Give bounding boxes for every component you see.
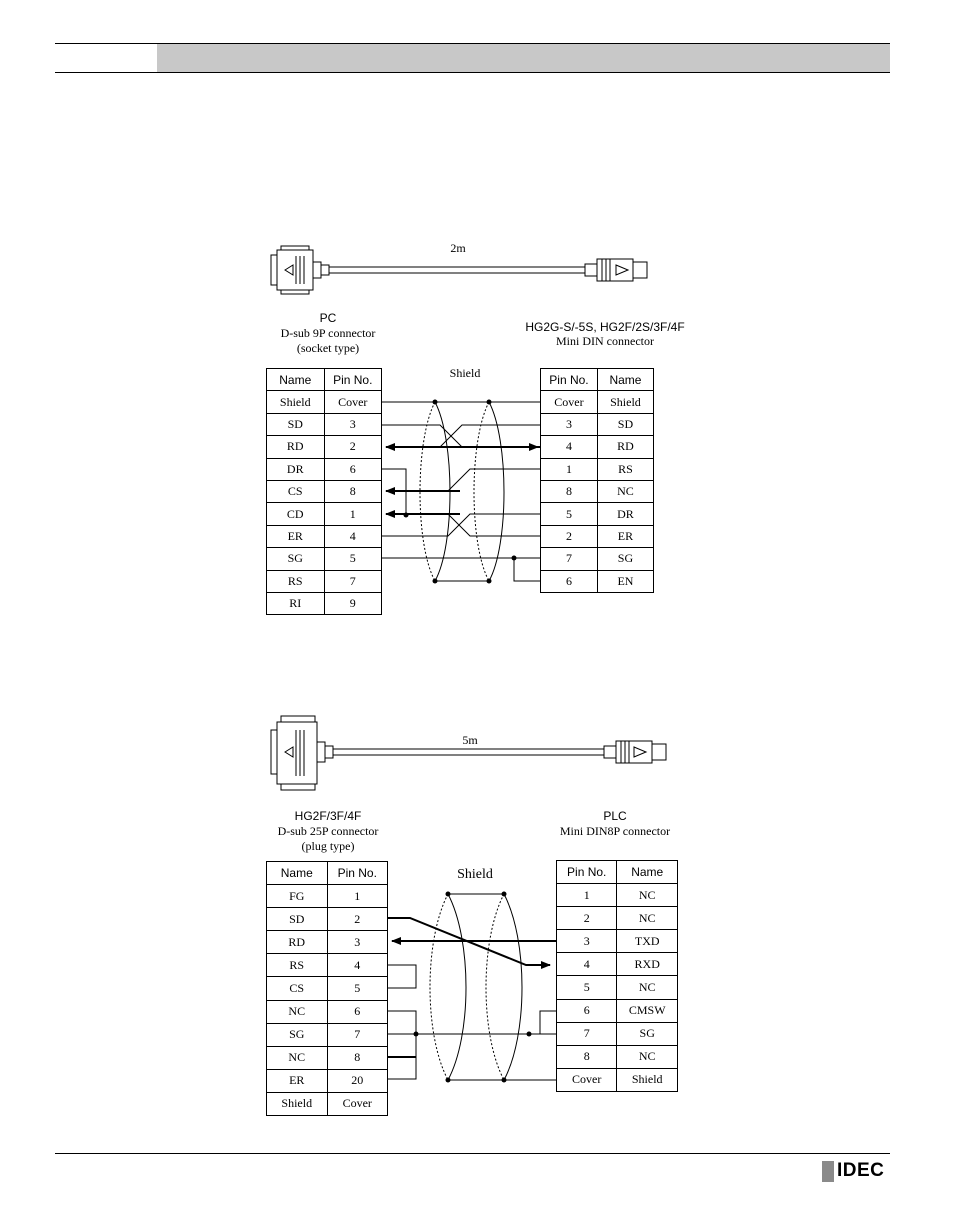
plc-pin-row: [557, 953, 678, 976]
pc-pin-cell: 5: [324, 548, 381, 570]
plc-pin-cell: 7: [557, 1022, 617, 1045]
pc-pin-table: [266, 368, 382, 615]
hg-pin-cell: 8: [541, 480, 598, 502]
hg-pin-cell: 3: [541, 413, 598, 435]
hg2f-pin-header-row: [267, 862, 388, 885]
hg2f-pin-row: [267, 885, 388, 908]
pc-pin-cell: RI: [267, 592, 325, 614]
pc-pin-row: [267, 525, 382, 547]
diagram2-wires: [388, 965, 556, 1080]
hg2f-pin-row: [267, 1069, 388, 1092]
hg2f-pin-table: [266, 861, 388, 1116]
hg2f-pin-cell: Shield: [267, 1092, 328, 1115]
hg-pin-cell: SD: [597, 413, 653, 435]
hg2f-pin-cell: 7: [327, 1023, 387, 1046]
hg2f-pin-cell: 3: [327, 931, 387, 954]
diagram2-arrows: [388, 918, 556, 965]
hg-pin-cell: Shield: [597, 391, 653, 413]
hg2f-pin-cell: Name: [267, 862, 328, 885]
pc-pin-cell: 2: [324, 436, 381, 458]
plc-title: PLC: [603, 809, 627, 823]
hg2f-pin-cell: 4: [327, 954, 387, 977]
plc-pin-row: [557, 884, 678, 907]
hg-pin-header-row: [541, 369, 654, 391]
pc-pin-cell: Shield: [267, 391, 325, 413]
hg2f-title: HG2F/3F/4F: [294, 809, 362, 823]
hg2f-pin-row: [267, 1046, 388, 1069]
hg-pin-cell: RD: [597, 436, 653, 458]
hg2f-pin-row: [267, 931, 388, 954]
hg2f-pin-row: [267, 1000, 388, 1023]
pc-pin-row: [267, 503, 382, 525]
plc-pin-cell: CMSW: [617, 999, 678, 1022]
pc-pin-cell: Name: [267, 369, 325, 391]
diagram1-arrows: [386, 447, 540, 514]
hg-pin-cell: NC: [597, 480, 653, 502]
hg2f-pin-cell: ER: [267, 1069, 328, 1092]
plc-pin-cell: 5: [557, 976, 617, 999]
diagram2-shield-ellipses: [430, 894, 522, 1080]
pc-pin-row: [267, 413, 382, 435]
hg2f-pin-cell: Cover: [327, 1092, 387, 1115]
pc-pin-cell: 1: [324, 503, 381, 525]
pc-pin-cell: ER: [267, 525, 325, 547]
pc-pin-cell: Cover: [324, 391, 381, 413]
plc-pin-row: [557, 976, 678, 999]
hg2f-pin-cell: RS: [267, 954, 328, 977]
pc-pin-cell: CS: [267, 480, 325, 502]
hg-pin-cell: 6: [541, 570, 598, 592]
hg-pin-cell: SG: [597, 548, 653, 570]
plc-pin-cell: 1: [557, 884, 617, 907]
pc-pin-cell: CD: [267, 503, 325, 525]
pc-pin-cell: SD: [267, 413, 325, 435]
plc-pin-row: [557, 930, 678, 953]
plc-pin-cell: TXD: [617, 930, 678, 953]
hg-pin-cell: 5: [541, 503, 598, 525]
plc-pin-row: [557, 907, 678, 930]
pc-pin-cell: Pin No.: [324, 369, 381, 391]
hg-pin-cell: ER: [597, 525, 653, 547]
hg2f-pin-row: [267, 1092, 388, 1115]
hg-pin-row: [541, 436, 654, 458]
pc-connector-label: D-sub 9P connector: [280, 326, 376, 340]
hg2f-pin-cell: NC: [267, 1046, 328, 1069]
shield-label-1: Shield: [449, 366, 481, 380]
hg-pin-cell: 4: [541, 436, 598, 458]
hg-pin-cell: RS: [597, 458, 653, 480]
hg2f-pin-cell: NC: [267, 1000, 328, 1023]
hg2f-pin-cell: 20: [327, 1069, 387, 1092]
plc-pin-cell: SG: [617, 1022, 678, 1045]
mini-din8p-label: Mini DIN8P connector: [559, 824, 671, 838]
dsub25-connector-type: (plug type): [301, 839, 355, 853]
pc-connector-type: (socket type): [296, 341, 360, 355]
plc-pin-cell: Name: [617, 861, 678, 884]
plc-pin-cell: NC: [617, 976, 678, 999]
pc-pin-header-row: [267, 369, 382, 391]
cable-length-5m: 5m: [462, 733, 478, 747]
hg2f-pin-cell: FG: [267, 885, 328, 908]
hg-pin-cell: EN: [597, 570, 653, 592]
mini-din-connector-icon: [585, 259, 647, 281]
plc-pin-cell: Shield: [617, 1068, 678, 1091]
hg-pin-row: [541, 458, 654, 480]
plc-pin-cell: NC: [617, 907, 678, 930]
hg-pin-row: [541, 391, 654, 413]
plc-pin-cell: 6: [557, 999, 617, 1022]
plc-pin-header-row: [557, 861, 678, 884]
hg2f-pin-cell: Pin No.: [327, 862, 387, 885]
hg-pin-cell: 7: [541, 548, 598, 570]
hg-pin-row: [541, 525, 654, 547]
hg2f-pin-cell: 8: [327, 1046, 387, 1069]
pc-pin-cell: SG: [267, 548, 325, 570]
hg-pin-cell: Name: [597, 369, 653, 391]
plc-pin-cell: NC: [617, 884, 678, 907]
hg-pin-cell: Pin No.: [541, 369, 598, 391]
shield-label-2: Shield: [457, 867, 493, 882]
pc-pin-row: [267, 592, 382, 614]
logo-text: IDEC: [837, 1160, 885, 1181]
pc-pin-cell: 7: [324, 570, 381, 592]
plc-pin-row: [557, 999, 678, 1022]
hg2f-pin-cell: CS: [267, 977, 328, 1000]
hg2f-pin-cell: SG: [267, 1023, 328, 1046]
d-sub-9p-connector-icon: [271, 246, 329, 294]
pc-pin-cell: 4: [324, 525, 381, 547]
plc-pin-cell: RXD: [617, 953, 678, 976]
hg2f-pin-row: [267, 977, 388, 1000]
hg2f-pin-cell: 1: [327, 885, 387, 908]
dsub25-connector-label: D-sub 25P connector: [277, 824, 379, 838]
hg2f-pin-cell: 2: [327, 908, 387, 931]
hg2f-pin-cell: 5: [327, 977, 387, 1000]
hg-pin-row: [541, 480, 654, 502]
hg-pin-cell: Cover: [541, 391, 598, 413]
d-sub-25p-connector-icon: [271, 716, 333, 790]
hg2f-pin-cell: RD: [267, 931, 328, 954]
pc-pin-row: [267, 436, 382, 458]
hg-pin-table: [540, 368, 654, 593]
hg-title: HG2G-S/-5S, HG2F/2S/3F/4F: [525, 320, 685, 334]
pc-pin-cell: 8: [324, 480, 381, 502]
plc-pin-table: [556, 860, 678, 1092]
pc-pin-cell: DR: [267, 458, 325, 480]
hg-pin-row: [541, 570, 654, 592]
pc-pin-row: [267, 480, 382, 502]
hg2f-pin-row: [267, 908, 388, 931]
pc-pin-row: [267, 458, 382, 480]
pc-pin-cell: 6: [324, 458, 381, 480]
hg-pin-row: [541, 548, 654, 570]
plc-pin-cell: 8: [557, 1045, 617, 1068]
hg2f-pin-row: [267, 954, 388, 977]
pc-pin-cell: RS: [267, 570, 325, 592]
plc-pin-cell: Cover: [557, 1068, 617, 1091]
hg-pin-row: [541, 503, 654, 525]
pc-pin-cell: 3: [324, 413, 381, 435]
plc-pin-row: [557, 1045, 678, 1068]
cable-length-2m: 2m: [450, 241, 466, 255]
pc-pin-row: [267, 391, 382, 413]
pc-title: PC: [319, 311, 337, 325]
plc-pin-row: [557, 1068, 678, 1091]
hg-pin-row: [541, 413, 654, 435]
plc-pin-row: [557, 1022, 678, 1045]
hg-pin-cell: 2: [541, 525, 598, 547]
plc-pin-cell: Pin No.: [557, 861, 617, 884]
plc-pin-cell: 4: [557, 953, 617, 976]
mini-din-label: Mini DIN connector: [556, 334, 654, 348]
hg2f-pin-cell: 6: [327, 1000, 387, 1023]
hg-pin-cell: 1: [541, 458, 598, 480]
hg-pin-cell: DR: [597, 503, 653, 525]
pc-pin-cell: RD: [267, 436, 325, 458]
plc-pin-cell: 2: [557, 907, 617, 930]
hg2f-pin-cell: SD: [267, 908, 328, 931]
pc-pin-row: [267, 548, 382, 570]
plc-pin-cell: 3: [557, 930, 617, 953]
hg2f-pin-row: [267, 1023, 388, 1046]
pc-pin-row: [267, 570, 382, 592]
mini-din8p-connector-icon: [604, 741, 666, 763]
plc-pin-cell: NC: [617, 1045, 678, 1068]
pc-pin-cell: 9: [324, 592, 381, 614]
